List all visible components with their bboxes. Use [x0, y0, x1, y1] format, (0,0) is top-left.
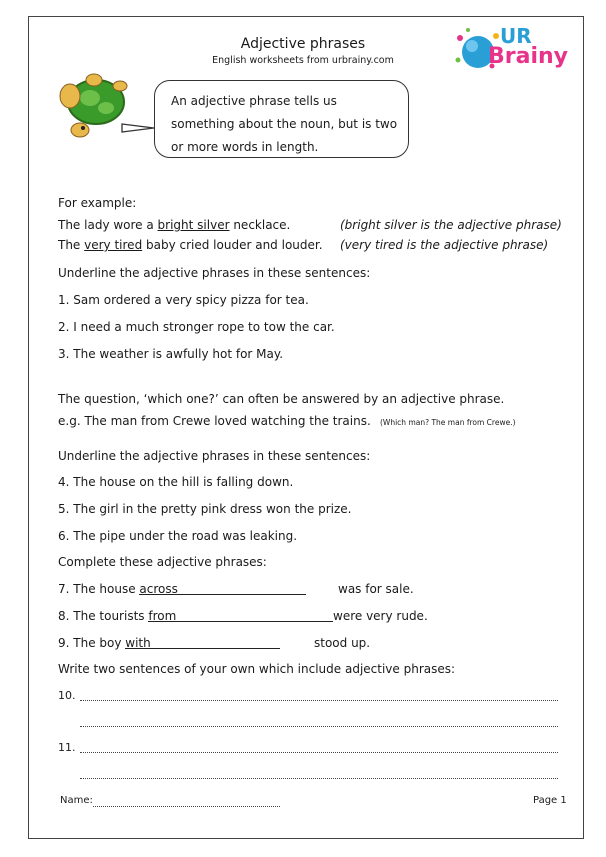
definition-speech-bubble	[154, 80, 409, 158]
section1-instruction: Underline the adjective phrases in these sentences:	[58, 266, 371, 280]
example-line-1	[58, 218, 290, 232]
example-1-phrase: bright silver	[157, 218, 230, 232]
writing-line-11a[interactable]	[80, 752, 558, 753]
sentence-9-before: 9. The boy	[58, 636, 126, 650]
sentence-1: 1. Sam ordered a very spicy pizza for tea.	[58, 293, 309, 307]
urbrainy-logo	[452, 26, 572, 74]
name-line[interactable]	[93, 806, 280, 807]
sentence-4: 4. The house on the hill is falling down.	[58, 475, 294, 489]
answer-line-8[interactable]	[148, 609, 333, 622]
logo-text-bottom: Brainy	[488, 44, 569, 69]
sentence-7-word: across	[139, 582, 178, 596]
question-text: The question, ‘which one?’ can often be answered by an adjective phrase.	[58, 392, 505, 406]
sentence-9	[58, 636, 280, 650]
number-10: 10.	[58, 689, 76, 702]
sentence-2: 2. I need a much stronger rope to tow the car.	[58, 320, 335, 334]
example-heading: For example:	[58, 196, 137, 210]
logo-text-top: UR	[500, 24, 532, 48]
sentence-7-before: 7. The house	[58, 582, 140, 596]
sentence-6: 6. The pipe under the road was leaking.	[58, 529, 298, 543]
sentence-8-after: were very rude.	[333, 609, 428, 623]
sentence-8-word: from	[148, 609, 177, 623]
section4-instruction: Write two sentences of your own which include adjective phrases:	[58, 662, 456, 676]
page-title: Adjective phrases	[240, 36, 366, 52]
example-1-after: necklace.	[229, 218, 291, 232]
name-label: Name:	[60, 795, 93, 806]
sentence-3: 3. The weather is awfully hot for May.	[58, 347, 284, 361]
sentence-9-after: stood up.	[314, 636, 371, 650]
question-example: e.g. The man from Crewe loved watching the trains.	[58, 414, 371, 428]
writing-line-11b[interactable]	[80, 778, 558, 779]
example-2-before: The	[58, 238, 85, 252]
sentence-8	[58, 609, 333, 623]
example-2-note: (very tired is the adjective phrase)	[340, 238, 549, 252]
definition-text: An adjective phrase tells us something about the noun, but is two or more words in length.	[171, 94, 398, 154]
answer-line-9[interactable]	[125, 636, 280, 649]
sentence-7	[58, 582, 306, 596]
example-1-note: (bright silver is the adjective phrase)	[340, 218, 562, 232]
sentence-5: 5. The girl in the pretty pink dress won the prize.	[58, 502, 352, 516]
page-subtitle: English worksheets from urbrainy.com	[212, 55, 394, 66]
question-example-note: (Which man? The man from Crewe.)	[380, 418, 516, 427]
section3-instruction: Complete these adjective phrases:	[58, 555, 267, 569]
sentence-7-after: was for sale.	[338, 582, 414, 596]
section2-instruction: Underline the adjective phrases in these sentences:	[58, 449, 371, 463]
sentence-9-word: with	[125, 636, 151, 650]
sentence-8-before: 8. The tourists	[58, 609, 149, 623]
example-1-before: The lady wore a	[58, 218, 158, 232]
turtle-illustration	[50, 72, 160, 144]
page-number: Page 1	[533, 795, 567, 806]
writing-line-10b[interactable]	[80, 726, 558, 727]
example-2-phrase: very tired	[84, 238, 143, 252]
number-11: 11.	[58, 741, 76, 754]
writing-line-10a[interactable]	[80, 700, 558, 701]
answer-line-7[interactable]	[139, 582, 306, 595]
turtle-icon	[50, 72, 160, 144]
example-2-after: baby cried louder and louder.	[142, 238, 323, 252]
example-line-2	[58, 238, 323, 252]
